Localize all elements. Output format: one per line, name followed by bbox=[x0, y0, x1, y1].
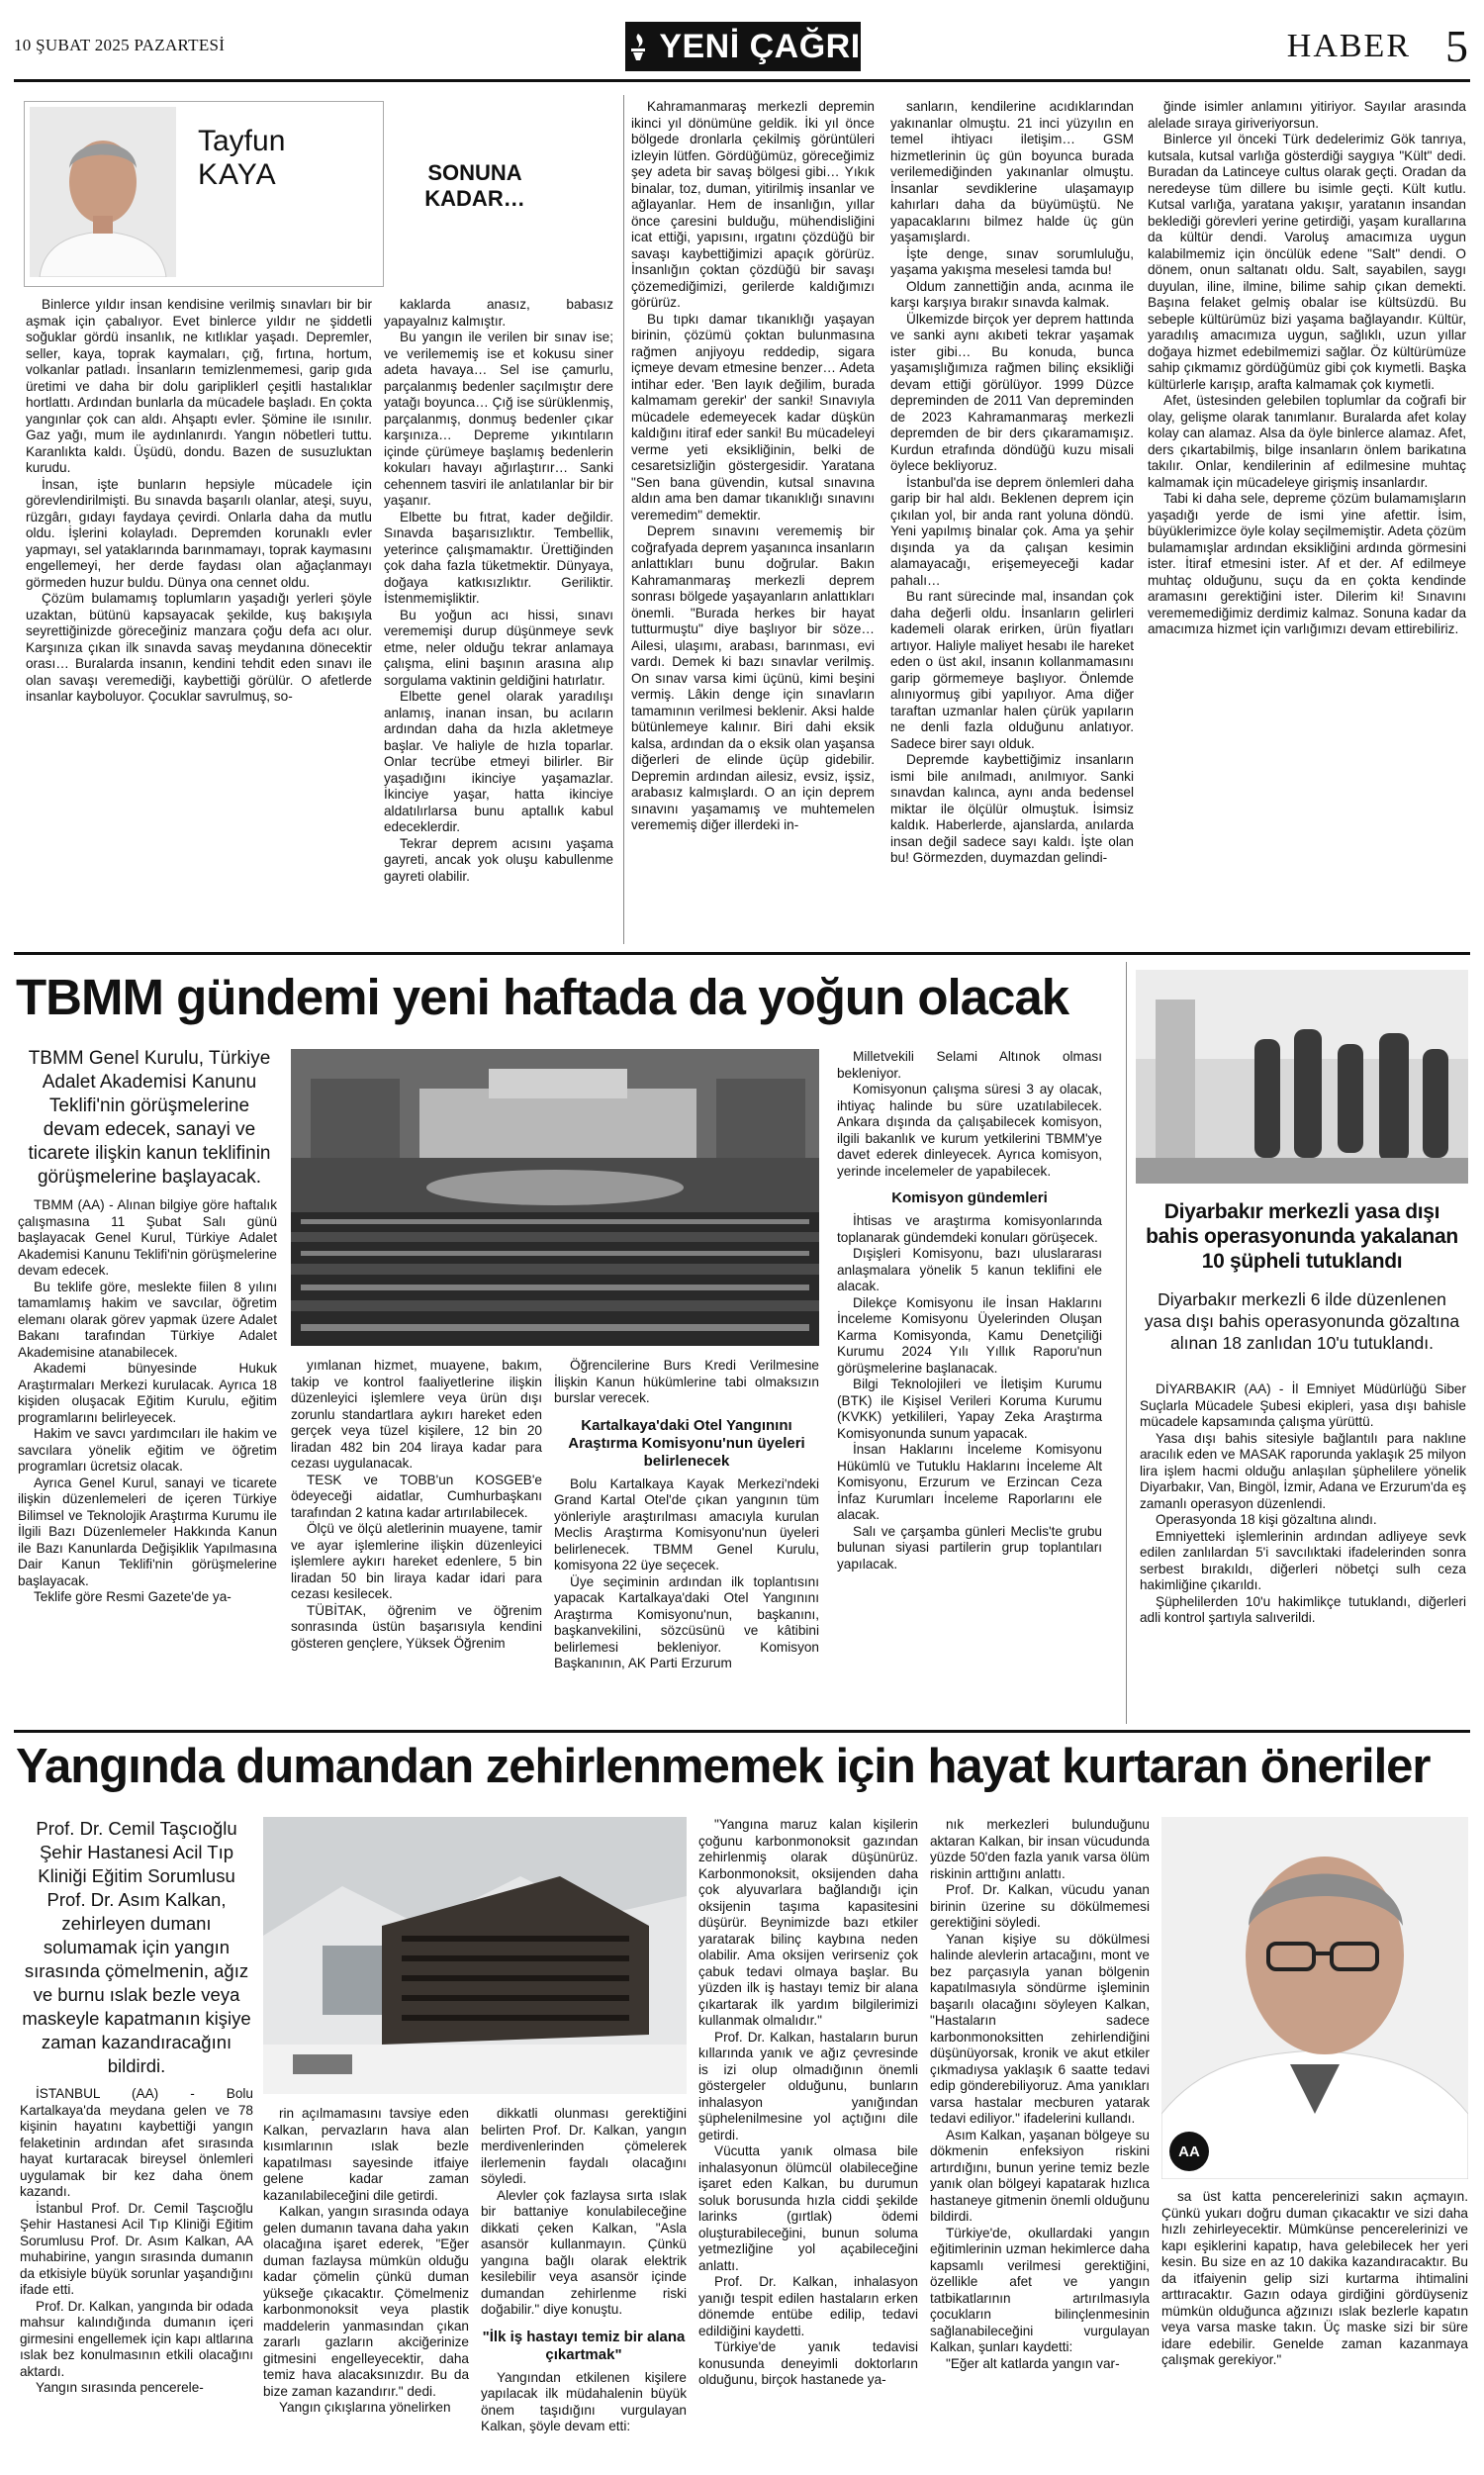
paragraph: Kahramanmaraş merkezli depremin ikinci yıl dönümüne geldik. İki yıl önce bölgede dronlarla çekilmiş görüntüleri izleyin lütfen. Gördüğümüz, göreceğimiz şey adeta bir savaş bölgesi gibi… Yıkık binalar, toz, duman, yitirilmiş insanlar ve ağlayanlar. Hem de insanlığın, yıllar önce çaresini bulduğu, mühendisliğini icat ettiği, yapısını, ırgatını çözdüğü bir savaşı kaybettiğimizi apaçık görürüz. İnsanlığın çoktan çözdüğü bir savaşı çözemediğimizi, gerilerde kaldığımızı görürüz. bbox=[631, 99, 875, 310]
paragraph: Prof. Dr. Kalkan, hastaların burun kıllarında yanık ve ağız çevresinde is izi olup olmadığının önemli göstergeler olduğunu, bunların inhalasyon yanığından şüphelenilmesine yol açtığını dile getirdi. bbox=[698, 2029, 918, 2142]
newspaper-logo bbox=[625, 22, 861, 71]
paragraph: Bu yangın ile verilen bir sınav ise; ve verilememiş ise et kokusu siner adeta havaya… Sel ise çamurlu, parçalanmış bedenler saçılmıştır dere yatağı boyunca… Çığ ise sürüklenmiş, parçalanmış, donmuş bedenler çıkar karşınıza… Depreme yıkıntıların içinde çürümeye başlamış bedenlerin kokuları havayı ağırlaştırır… Sanki cehennem tasviri ile anlatılanlar bir bir yaşanır. bbox=[384, 330, 613, 508]
paragraph: Türkiye'de, okullardaki yangın eğitimlerinin uzman hekimlerce daha kapsamlı verilmesi gerektiğini, özellikle afet ve yangın tatbikatlarının artırılmasıyla çocukların bilinçlenmesinin sağlanabileceğini vurgulayan Kalkan, şunları kaydetti: bbox=[930, 2225, 1150, 2354]
paragraph: Türkiye'de yanık tedavisi konusunda deneyimli doktorların olduğunu, birçok hastanede ya- bbox=[698, 2339, 918, 2387]
column-divider bbox=[1126, 962, 1127, 1724]
paragraph: Bu rant sürecinde mal, insandan çok daha değerli oldu. İnsanların gelirleri kademeli olarak erirken, ürün fiyatları artıyor. Haliyle maliyet hesabı ile hareket eden o üst akıl, insanın kollanmamasını garip görmemeye başlıyor. Önlemde alınıyormuş gibi yapılıyor. Ama diğer taraftan uzmanlar halen çürük yapıların ne denli fazla olduğunu anlatıyor. Sadece birer sayı olduk. bbox=[890, 589, 1134, 751]
paragraph: DİYARBAKIR (AA) - İl Emniyet Müdürlüğü Siber Suçlarla Mücadele Şubesi ekipleri, yasa dışı bahisle mücadele kapsamında çalışma yürüttü. bbox=[1140, 1381, 1466, 1429]
paragraph: Binlerce yıldır insan kendisine verilmiş sınavları bir bir aşmak için çabalıyor. Evet binlerce yıldır ne şiddetli soğuklar gördü insanlık, ne kıtlıklar yaşadı. Depremler, seller, kaya, toprak kaymaları, çığ, fırtına, hortum, volkanlar patladı. İnsanların temizlenmemesi, garip gıda üretimi ve daha bir dolu garipliklerl çeşitli hastalıklar hortlattı. Ardından bunlarla da mücadele başladı. En çokta yangınlar çok can aldı. Ahşaptı evler. Şömine ile ısınılır. Gaz yağı, mum ile aydınlanırdı. Yangın nöbetleri tuttu. Karanlıkta kaldı. Üşüdü, dondu. Bazen de susuzluktan kurudu. bbox=[26, 297, 372, 475]
paragraph: Yanan kişiye su dökülmesi halinde alevlerin artacağını, mont ve bez parçasıyla yanan bölgenin kapatılmasıyla söndürme işleminin başarılı olacağını söyleyen Kalkan, "Hastaların sadece karbonmonoksitten zehirlendiğini düşünüyorsak, kronik ve akut etkiler çıkmadıysa yaklaşık 6 saatte tedavi edip gönderebiliyoruz. Ama yanıkları varsa hastalar mecburen yatarak tedavi ediliyor." ifadelerini kullandı. bbox=[930, 1931, 1150, 2126]
paragraph: Tabi ki daha sele, depreme çözüm bulamamışların yaşadığı yerde de ismi yine afettir. İsim, büyüklerimizce öyle kolay seçilmemiştir. Adeta çözüm bulamamışlar ardından eksikliğini ardında görmesini ister. İtiraf etmesini ister. Af et der. Af edilmeye muhtaç olduğunu, suçu da en çokta kendinde aramasını gerektiğini ister. Dilerim ki! Sınavını verememediğimiz derdimiz kalmaz. Sonuna kadar da amacımıza hizmet için varlığımızı devam ettirebiliriz. bbox=[1148, 491, 1466, 636]
paragraph: Deprem sınavını verememiş bir coğrafyada deprem yaşanınca insanların anlattıkları bunu doğrular. Bakın Kahramanmaraş merkezli deprem sonrası bölgede yaşayanların anlattıkları önemli. "Burada herkes bir hayat tutturmuştu" diye başlıyor bir söze… Ailesi, ulaşımı, arabası, barınması, evi vardı. Demek ki bazı sınavlar verilmiş. On sınav varsa kimi üçünü, kimi beşini vermiş. Lâkin denge için sınavların tamamının verilmesi beklenir. Aksi halde bütünlemeye kalınır. Biri dahi eksik kalsa, ardından da o eksik olan yaşansa diğerleri de elinde üçüp gidebilir. Depremin ardından ailesiz, evsiz, işsiz, arabasız kalmışlardı. O an için deprem sınavını yaşamamış ve muhtemelen verememiş diğer illerdeki in- bbox=[631, 524, 875, 832]
column-text-2 bbox=[384, 297, 613, 885]
tbmm-col-2 bbox=[291, 1358, 542, 1652]
paragraph: Alevler çok fazlaysa sırta ıslak bir battaniye konulabileceğine dikkati çeken Kalkan, "Asla asansör kullanmayın. Çünkü yangına bağlı olarak elektrik kesilebilir veya asansör içinde dumandan zehirlenme riski doğabilir." diye konuştu. bbox=[481, 2187, 687, 2317]
paragraph: Öğrencilerine Burs Kredi Verilmesine İlişkin Kanun hükümlerine tabi olmaksızın burslar verecek. bbox=[554, 1358, 819, 1405]
paragraph: Şüphelilerden 10'u hakimlikçe tutuklandı, diğerleri adli kontrol şartıyla salıverildi. bbox=[1140, 1593, 1466, 1625]
fire-subheading: "İlk iş hastayı temiz bir alana çıkartmak" bbox=[482, 2328, 686, 2363]
paragraph: Prof. Dr. Kalkan, yangında bir odada mahsur kalındığında dumanın içeri girmesini engellemek için kapı altlarına ıslak bez konulmasının etkili olacağını aktardı. bbox=[20, 2298, 253, 2379]
issue-date: 10 ŞUBAT 2025 PAZARTESİ bbox=[14, 36, 226, 54]
paragraph: Depremde kaybettiğimiz insanların ismi bile anılmadı, anılmıyor. Sanki sınavdan kalınca, aynı anda bedensel miktar ile ölçülür olmuştuk. İsimsiz kaldık. Haberlerde, ajanslarda, anılarda insan değil sadece sayı kaldı. İşte olan bu! Görmezden, duymazdan gelindi- bbox=[890, 752, 1134, 865]
torch-icon bbox=[625, 32, 651, 61]
column-divider bbox=[623, 95, 624, 944]
paragraph: Bolu Kartalkaya Kayak Merkezi'ndeki Grand Kartal Otel'de çıkan yangının tüm yönleriyle araştırılması amacıyla kurulan Meclis Araştırma Komisyonu'nun üyeleri belirlenecek. TBMM Genel Kurulu, komisyona 22 üye seçecek. bbox=[554, 1475, 819, 1572]
tbmm-subheading-2: Komisyon gündemleri bbox=[891, 1190, 1048, 1206]
column-text-4 bbox=[890, 99, 1134, 867]
paragraph: Bilgi Teknolojileri ve İletişim Kurumu (BTK) ile Kişisel Verileri Koruma Kurumu (KVKK) yetkilileri, Yapay Zeka Araştırma Komisyonunda sunum yapacak. bbox=[837, 1377, 1102, 1441]
tbmm-subheading-1: Kartalkaya'daki Otel Yangınını Araştırma Komisyonu'nun üyeleri belirlenecek bbox=[568, 1416, 805, 1470]
paragraph: Afet, üstesinden gelebilen toplumlar da coğrafi bir olay, gelişme olarak tanımlanır. Buralarda afet kolay kolay can alamaz. Alsa da öyle binlerce alamaz. Afet, ders çıkartabilmiş, bilge insanların önlem barikatına takılır. Onlar, kendilerinin af edilmesine muhtaç kalmamak için mücadeleye girişmiş insanlardır. bbox=[1148, 393, 1466, 490]
paragraph: dikkatli olunması gerektiğini belirten Prof. Dr. Kalkan, yangın merdivenlerinden çömelerek ilerlemenin faydalı olacağını söyledi. bbox=[481, 2106, 687, 2186]
paragraph: Asım Kalkan, yaşanan bölgeye su dökmenin enfeksiyon riskini artırdığını, bunun yerine temiz bezle yanık olan bölgeyi kapatarak hızlıca hastaneye gitmenin önemli olduğunu bildirdi. bbox=[930, 2127, 1150, 2224]
fire-col-1 bbox=[20, 2086, 253, 2397]
paragraph: Salı ve çarşamba günleri Meclis'te grubu bulunan siyasi partilerin grup toplantıları yapılacak. bbox=[837, 1523, 1102, 1571]
section-divider bbox=[14, 1730, 1470, 1733]
fire-headline: Yangında dumandan zehirlenmemek için hayat kurtaran öneriler bbox=[16, 1740, 1431, 1793]
paragraph: Dışişleri Komisyonu, bazı uluslararası anlaşmalara yönelik 5 kanun teklifini ele alacak. bbox=[837, 1246, 1102, 1293]
paragraph: TÜBİTAK, öğrenim ve öğrenim sonrasında üstün başarısıyla kendini gösteren gençlere, Yüksek Öğrenim bbox=[291, 1602, 542, 1651]
section-divider bbox=[14, 952, 1470, 955]
paragraph: İstanbul Prof. Dr. Cemil Taşcıoğlu Şehir Hastanesi Acil Tıp Kliniği Eğitim Sorumlusu Prof. Dr. Asım Kalkan, AA muhabirine, yangın sırasında dumanın da etkisiyle büyük sorunlar yaşandığını ifade etti. bbox=[20, 2200, 253, 2297]
tbmm-col-1 bbox=[18, 1197, 277, 1606]
paragraph: Kalkan, yangın sırasında odaya gelen dumanın tavana daha yakın olacağına işaret ederek, "Eğer duman fazlaysa mümkün olduğu kadar çömelin çünkü duman yükseğe çıkacaktır. Çömelmeniz karbonmonoksit veya plastik maddelerin yanmasından çıkan zararlı gazların akciğerinize gitmesini engelleyecektir, daha temiz hava alacaksınızdır. Bu da bize zaman kazandırır." dedi. bbox=[263, 2204, 469, 2399]
diyarbakir-lead: Diyarbakır merkezli 6 ilde düzenlenen yasa dışı bahis operasyonunda gözaltına alınan 18 zanlıdan 10'u tutuklandı. bbox=[1144, 1289, 1460, 1353]
burned-hotel-photo bbox=[263, 1817, 687, 2094]
paragraph: Bu teklife göre, meslekte fiilen 8 yılını tamamlamış hakim ve savcılar, öğretim elemanı olarak görev yapmak üzere Adalet Bakanı tarafından Türkiye Adalet Akademisine atanabilecek. bbox=[18, 1279, 277, 1360]
paragraph: Yangından etkilenen kişilere yapılacak ilk müdahalenin büyük önem taşıdığını vurgulayan Kalkan, şöyle devam etti: bbox=[481, 2369, 687, 2433]
paragraph: Teklife göre Resmi Gazete'de ya- bbox=[34, 1589, 232, 1604]
paragraph: "Yangına maruz kalan kişilerin çoğunu karbonmonoksit gazından zehirlenmiş olarak düşünürüz. Karbonmonoksit, oksijenden daha çok alyuvarlara bağlandığı için oksijenin taşıma kapasitesini düşürür. Beynimizde bazı etkiler yaratarak bilinç kaybına neden olabilir. Ama oksijen verirseniz çok çabuk tedavi olmaya başlar. Bu yüzden ilk iş hastayı temiz bir alana çıkartarak ilk yardım bilgilerimizi kullanmak olmalıdır." bbox=[698, 1817, 918, 2028]
tbmm-col-3 bbox=[554, 1358, 819, 1672]
header-rule bbox=[14, 79, 1470, 82]
section-name: HABER bbox=[1286, 28, 1411, 64]
paragraph: kaklarda anasız, babasız yapayalnız kalmıştır. bbox=[384, 297, 613, 329]
paragraph: Ölçü ve ölçü aletlerinin muayene, tamir ve ayar işlemlerine ilişkin düzenleyici işlemlere aykırı hareket edenlere, 5 bin liradan 50 bin liraya kadar idari para cezası kesilecek. bbox=[291, 1521, 542, 1601]
paragraph: Dilekçe Komisyonu ile İnsan Haklarını İnceleme Komisyonu Üyelerinden Oluşan Karma Komisyonda, Kamu Denetçiliği Kurumu 2024 Yılı Yıllık Raporu'nun görüşmelerine başlanacak. bbox=[837, 1294, 1102, 1376]
paragraph: Oldum zannettiğin anda, acınma ile karşı karşıya bırakır sınavda kalmak. bbox=[890, 278, 1134, 310]
paragraph: İSTANBUL (AA) - Bolu Kartalkaya'da meydana gelen ve 78 kişinin hayatını kaybettiği yangın felaketinin ardından afet sırasında hayat kurtaracak bireysel önlemleri uygulamak bir kez daha önem kazandı. bbox=[20, 2086, 253, 2199]
paragraph: Yangın sırasında pencerele- bbox=[36, 2380, 204, 2395]
paragraph: Vücutta yanık olmasa bile inhalasyonun ölümcül olabileceğine işaret eden Kalkan, bu durumun soluk borusunda hızla ciddi şekilde larinks (gırtlak) ödemi oluşturabileceğini, bunun soluma yetmezliğine yol açabileceğini anlattı. bbox=[698, 2143, 918, 2273]
doctor-portrait-photo bbox=[1161, 1817, 1468, 2179]
paragraph: TESK ve TOBB'un KOSGEB'e ödeyeceği aidatlar, Cumhurbaşkanı tarafından 2 katına kadar artırılabilecek. bbox=[291, 1472, 542, 1520]
columnist-photo bbox=[30, 107, 176, 277]
betting-operation-photo bbox=[1136, 970, 1468, 1184]
paragraph: Tekrar deprem acısını yaşama gayreti, ancak yok oluşu kabullenme gayreti olabilir. bbox=[384, 835, 613, 884]
paragraph: İstanbul'da ise deprem önlemleri daha garip bir hal aldı. Beklenen deprem için çıkılan yol, bir anda rant yoluna döndü. Yeni yapılmış binalar çok. Ama ya şehir dışında ya da çalışan kesimin alamayacağı, erişemeyeceği kadar pahalı… bbox=[890, 474, 1134, 588]
logo-text: YENİ ÇAĞRI bbox=[659, 27, 861, 65]
paragraph: Bu tıpkı damar tıkanıklığı yaşayan birinin, çözümü çoktan bulunmasına rağmen anjiyoyu reddedip, sigara içmeye devam etmesine benzer… Adeta intihar eder. 'Ben layık değilim, burada kalmamam gerekir' der sanki! Sınavıyla mücadele edemeyecek kadar düşkün kaldığını itiraf eder sanki! Bu mücadeleyi verme yeti eksikliğinin, belki de cesaretsizliğin göstergesidir. Yaratana "Sen bana güvendin, kutsal sınavına aldın ama ben damar tıkanıklığı sınavını veremedim" demektir. bbox=[631, 311, 875, 523]
paragraph: sa üst katta pencerelerinizi sakın açmayın. Çünkü yukarı doğru duman çıkacaktır ve sizi daha hızlı zehirleyecektir. Mümkünse pencerelerinizi ve kapı eşiklerini kapatıp, hava gelebilecek her yeri kesin. Bu size en az 10 dakika kazandıracaktır. Bu da itfaiyenin gelip sizi kurtarma ihtimalini arttıracaktır. Gazın odaya girdiğini gördüyseniz mümkün olduğunca ağzınızı ıslak bezlerle kapatın veya varsa maske takın. Üç maske sizi bir süre idare edebilir. Genelde zaman kazanmaya çalışmak gerekiyor." bbox=[1161, 2189, 1468, 2367]
paragraph: İnsan Haklarını İnceleme Komisyonu Hükümlü ve Tutuklu Haklarını İnceleme Alt Komisyonu, Erzurum ve Erzincan Ceza İnfaz Kurumları İnceleme Raporlarını ele alacak. bbox=[837, 1442, 1102, 1522]
paragraph: nık merkezleri bulunduğunu aktaran Kalkan, bir insan vücudunda yüzde 50'den fazla yanık varsa ölüm riskinin arttığını anlattı. bbox=[930, 1817, 1150, 1881]
tbmm-col-4 bbox=[837, 1049, 1102, 1572]
fire-col-3 bbox=[481, 2106, 687, 2435]
paragraph: rin açılmamasını tavsiye eden Kalkan, pervazların hava alan kısımlarının ıslak bezle kapatılması sayesinde itfaiye gelene kadar zaman kazanılabileceğini dile getirdi. bbox=[263, 2106, 469, 2203]
paragraph: Binlerce yıl önceki Türk dedelerimiz Gök tanrıya, kutsala, kutsal varlığa gösterdiği saygıya "Kült" dedi. Buradan da Latinceye cultus olarak geçti. Oradan da neredeyse tüm dillere bu isimle geçti. Kült kutlu. Kutsal varlığa, yaratana yakışır, yaratanın insandan beklediği görevleri yerine getirdiği, yaşam kurallarına da kültür dendi. Varoluş amacımıza uygun kalabilmemiz için öncülük edene "Salt" dendi. O dönem, onun saltanatı oldu. Salt, sayabilen, saygı duyulan, iline, ilmine, bilime sahip çıkan demekti. Başına felaket gelmiş obalar ise kültsüzdü. Bu sebeple kültürümüz bizi yaşama bağlayandır. Kültür, yaradılış amacımıza uygun, sağlıklı, uzun yıllar doğaya hizmet edebilmemizi sağlar. Öz kültürümüze sahip çıkmamız gördüğümüz gibi çok kıymetli. Başka kültürlerle karışıp, arafta kalmamak çok kıymetli. bbox=[1148, 132, 1466, 392]
paragraph: Hakim ve savcı yardımcıları ile hakim ve savcılara yönelik eğitim ve öğretim programları ücretsiz olacak. bbox=[18, 1426, 277, 1474]
paragraph: Milletvekili Selami Altınok olması bekleniyor. bbox=[837, 1049, 1102, 1081]
paragraph: TBMM (AA) - Alınan bilgiye göre haftalık çalışmasına 11 Şubat Salı günü başlayacak Genel Kurul, Türkiye Adalet Akademisi Kanunu Teklifi'nin görüşmelerine devam edecek. bbox=[18, 1197, 277, 1278]
tbmm-lead: TBMM Genel Kurulu, Türkiye Adalet Akademisi Kanunu Teklifi'nin görüşmelerine devam edecek, sanayi ve ticarete ilişkin kanun teklifinin görüşmelerine başlayacak. bbox=[28, 1048, 271, 1188]
paragraph: Ülkemizde birçok yer deprem hattında ve sanki aynı akıbeti tekrar yaşamak ister gibi… Bu konuda, bunca yaşamışlığımıza rağmen bilinç eksikliği devam ettiği görülüyor. 1999 Düzce depreminden de 2011 Van depreminden de 2023 Kahramanmaraş merkezli depremden de bir ders çıkaramamışız. Kurdun etrafında döndüğü kuzu misali öylece bekliyoruz. bbox=[890, 311, 1134, 473]
paragraph: Çözüm bulamamış toplumların yaşadığı yerleri şöyle uzaktan, bütünü kapsayacak şekilde, kuş bakışıyla seyrettiğinizde göreceğiniz manzara çoğu defa acı olur. Karşınıza çıkan ilk sınavda savaş meydanına dönecektir orası… Buralarda insanın, kendini tehdit eden sınavı ile olan savaşı veremediği, kaybettiği görülür. O afetlerde insanlar kayboluyor. Çocuklar savrulmuş, so- bbox=[26, 591, 372, 704]
fire-lead: Prof. Dr. Cemil Taşcıoğlu Şehir Hastanesi Acil Tıp Kliniği Eğitim Sorumlusu Prof. Dr. Asım Kalkan, zehirleyen dumanı solumamak için yangın sırasında çömelmenin, ağız ve burnu ıslak bezle veya maskeyle kapatmanın kişiye zaman kazandıracağını bildirdi. bbox=[22, 1818, 251, 2076]
paragraph: yımlanan hizmet, muayene, bakım, takip ve kontrol faaliyetlerine ilişkin düzenleyici işlemlere veya ürün dışı zorunlu standartlara aykırı hareket eden gerçek veya tüzel kişilere, 12 bin 20 liradan 482 bin 204 liraya kadar para cezası uygulanacak. bbox=[291, 1358, 542, 1471]
paragraph: İşte denge, sınav sorumluluğu, yaşama yakışma meselesi tamda bu! bbox=[890, 245, 1134, 277]
fire-col-2 bbox=[263, 2106, 469, 2417]
paragraph: ğinde isimler anlamını yitiriyor. Sayılar arasında alelade sıraya giriveriyorsun. bbox=[1148, 99, 1466, 131]
parliament-photo bbox=[291, 1049, 819, 1346]
paragraph: Yasa dışı bahis sitesiyle bağlantılı para naklıne aracılık eden ve MASAK raporunda yaklaşık 25 milyon lira işlem hacmi olduğu anlaşılan şüphelilere yönelik Diyarbakır, Van, Bingöl, İzmir, Adana ve Erzurum'da eş zamanlı operasyon düzenlendi. bbox=[1140, 1430, 1466, 1511]
paragraph: Akademi bünyesinde Hukuk Araştırmaları Merkezi kurulacak. Ayrıca 18 kişiden oluşacak Eğitim Kurulu, eğitim programlarını belirleyecek. bbox=[18, 1361, 277, 1425]
paragraph: İhtisas ve araştırma komisyonlarında toplanarak gündemdeki konuları görüşecek. bbox=[837, 1213, 1102, 1245]
paragraph: Komisyonun çalışma süresi 3 ay olacak, ihtiyaç halinde bu süre uzatılabilecek. Ankara dışında da çalışabilecek komisyon, ilgili bakanlık ve kurum yetkilerini TBMM'ye davet ederek dinleyecek. Ayrıca komisyon, yerinde incelemeler de yapabilecek. bbox=[837, 1082, 1102, 1179]
tbmm-headline: TBMM gündemi yeni haftada da yoğun olacak bbox=[16, 969, 1069, 1025]
paragraph: Yangın çıkışlarına yönelirken bbox=[279, 2400, 451, 2415]
paragraph: Elbette genel olarak yaradılışı anlamış, inanan insan, bu acıların ardından daha da hızla akletmeye başlar. Ve haliyle de hızla toparlar. Onlar tecrübe etmeyi bilirler. Bir yaşadığını ikinciye yaşamazlar. İkinciye yaşar, hatta ikinciye aldatılırlarsa bunu aptallık kabul edeceklerdir. bbox=[384, 689, 613, 834]
paragraph: "Eğer alt katlarda yangın var- bbox=[946, 2355, 1120, 2371]
columnist-name bbox=[198, 125, 285, 192]
paragraph: Ayrıca Genel Kurul, sanayi ve ticarete ilişkin düzenlemeleri de içeren Türkiye Bilimsel ve Teknolojik Araştırma Kurumu ile İlgili Bazı Düzenlemeler Hakkında Kanun ile Bazı Kanunlarda Değişiklik Yapılmasına Dair Kanun Teklifi'nin görüşmelerine başlayacak. bbox=[18, 1475, 277, 1588]
column-text-3 bbox=[631, 99, 875, 834]
page-number: 5 bbox=[1445, 21, 1468, 71]
column-text-1 bbox=[26, 297, 372, 706]
column-title: SONUNA KADAR… bbox=[424, 160, 525, 211]
paragraph: sanların, kendilerine acıdıklarından yakınanlar olmuştu. 21 inci yüzyılın en temel ihtiyacı iletişim… GSM hizmetlerinin üç gün boyunca burada verilemediğinden yakınanlar olmuştu. İnsanlar sevdiklerine ulaşamayıp kahırları daha da büyümüştü. Ne yapacaklarını bilmez halde üç gün yaşamışlardı. bbox=[890, 99, 1134, 244]
paragraph: Emniyetteki işlemlerinin ardından adliyeye sevk edilen zanlılardan 5'i savcılıktaki ifadelerinden sonra serbest bırakıldı, diğerleri nöbetçi sulh ceza hakimliğine çıkarıldı. bbox=[1140, 1528, 1466, 1592]
fire-col-5 bbox=[930, 1817, 1150, 2372]
paragraph: Elbette bu fıtrat, kader değildir. Sınavda başarısızlıktır. Tembellik, yeterince çalışmamaktır. Ürettiğinden çok daha fazla tüketmektir. Dünyaya, doğaya katkısızlıktır. Geriliktir. İstenmemişliktir. bbox=[384, 509, 613, 606]
aa-badge: AA bbox=[1169, 2132, 1209, 2171]
diyarbakir-body bbox=[1140, 1381, 1466, 1627]
column-text-5 bbox=[1148, 99, 1466, 638]
paragraph: Operasyonda 18 kişi gözaltına alındı. bbox=[1156, 1512, 1377, 1527]
author-first-name: Tayfun bbox=[198, 125, 286, 157]
author-last-name: KAYA bbox=[198, 158, 277, 191]
paragraph: İnsan, işte bunların hepsiyle mücadele için görevlendirilmişti. Bu sınavda başarılı olanlar, ateşi, suyu, rüzgârı, gıdayı faydaya çevirdi. Onlarla daha da mutlu oldu. İşlerini kolayladı. Depremden korunaklı evler yapmayı, sel yataklarında barınmamayı, toprak kaymasını engellemeyi, her derde faydası olan ağaçlanmayı görmeden huzur buldu. Dünya ona cennet oldu. bbox=[26, 476, 372, 590]
paragraph: Bu yoğun acı hissi, sınavı verememişi durup düşünmeye sevk etme, neler olduğu tekrar anlamaya çalışma, elini başının arasına alıp sorgulama vaktinin geldiğini hatırlatır. bbox=[384, 607, 613, 688]
diyarbakir-headline: Diyarbakır merkezli yasa dışı bahis operasyonunda yakalanan 10 şüpheli tutuklandı bbox=[1146, 1200, 1458, 1273]
fire-col-6 bbox=[1161, 2189, 1468, 2369]
paragraph: Üye seçiminin ardından ilk toplantısını yapacak Kartalkaya'daki Otel Yangınını Araştırma Komisyonu'nun, başkanını, başkanvekilini, sözcüsünü ve kâtibini belirlemesi bekleniyor. Komisyon Başkanının, AK Parti Erzurum bbox=[554, 1573, 819, 1670]
paragraph: Prof. Dr. Kalkan, inhalasyon yanığı tespit edilen hastaların erken dönemde entübe edilip, tedavi edildiğini kaydetti. bbox=[698, 2274, 918, 2338]
paragraph: Prof. Dr. Kalkan, vücudu yanan birinin üzerine su dökülmemesi gerektiğini söyledi. bbox=[930, 1882, 1150, 1930]
fire-col-4 bbox=[698, 1817, 918, 2389]
